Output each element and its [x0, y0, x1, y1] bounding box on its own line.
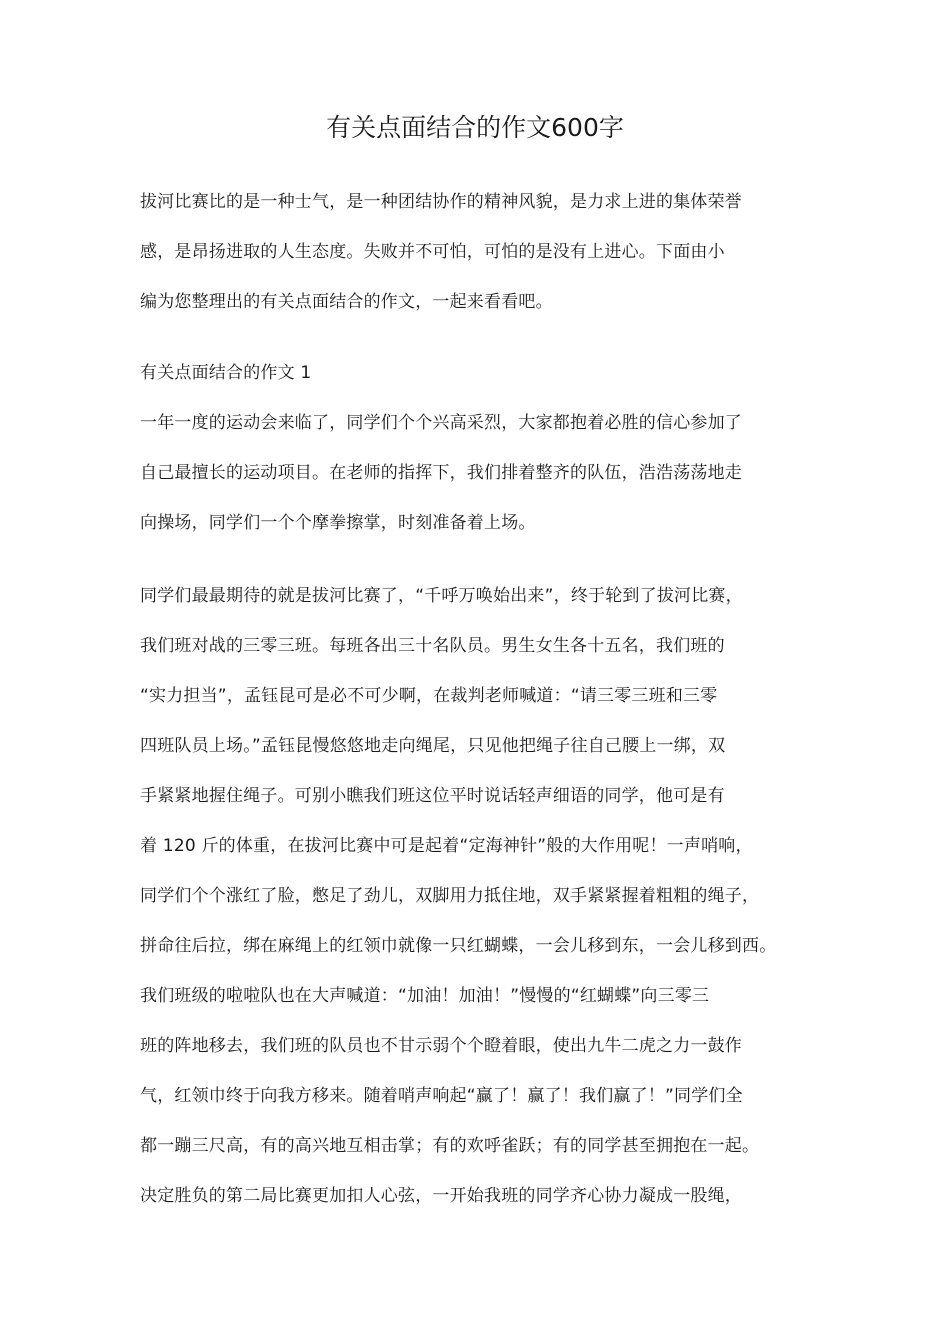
intro-paragraph: [140, 177, 820, 327]
text-line: 手紧紧地握住绳子。可别小瞧我们班这位平时说话轻声细语的同学，他可是有: [140, 786, 725, 806]
text-line: 都一蹦三尺高，有的高兴地互相击掌；有的欢呼雀跃；有的同学甚至拥抱在一起。: [140, 1136, 760, 1156]
text-line: “实力担当”，孟钰昆可是必不可少啊，在裁判老师喊道：“请三零三班和三零: [140, 686, 718, 706]
paragraph-gap: [140, 327, 820, 348]
text-line: 一年一度的运动会来临了，同学们个个兴高采烈，大家都抱着必胜的信心参加了: [140, 413, 742, 433]
text-line: 我们班对战的三零三班。每班各出三十名队员。男生女生各十五名，我们班的: [140, 636, 725, 656]
paragraph-1: [140, 398, 820, 548]
text-line: 四班队员上场。”孟钰昆慢悠悠地走向绳尾，只见他把绳子往自己腰上一绑，双: [140, 736, 726, 756]
text-line: 拼命往后拉，绑在麻绳上的红领巾就像一只红蝴蝶，一会儿移到东，一会儿移到西。: [140, 936, 777, 956]
text-line: 同学们最最期待的就是拔河比赛了，“千呼万唤始出来”，终于轮到了拔河比赛，: [140, 586, 743, 606]
paragraph-2: [140, 571, 820, 1221]
paragraph-gap: [140, 548, 820, 571]
text-line: 气，红领巾终于向我方移来。随着哨声响起“赢了！赢了！我们赢了！”同学们全: [140, 1086, 743, 1106]
text-line: 着 120 斤的体重，在拔河比赛中可是起着“定海神针”般的大作用呢！一声哨响，: [140, 836, 753, 856]
text-line: 班的阵地移去，我们班的队员也不甘示弱个个瞪着眼，使出九牛二虎之力一鼓作: [140, 1036, 742, 1056]
text-line: 向操场，同学们一个个摩拳擦掌，时刻准备着上场。: [140, 513, 536, 533]
article-body: [140, 177, 820, 1221]
text-line: 决定胜负的第二局比赛更加扣人心弦，一开始我班的同学齐心协力凝成一股绳，: [140, 1186, 742, 1206]
text-line: 拔河比赛比的是一种士气，是一种团结协作的精神风貌，是力求上进的集体荣誉: [140, 192, 742, 212]
text-line: 编为您整理出的有关点面结合的作文，一起来看看吧。: [140, 292, 553, 312]
section-heading: 有关点面结合的作文 1: [140, 363, 312, 383]
text-line: 自己最擅长的运动项目。在老师的指挥下，我们排着整齐的队伍，浩浩荡荡地走: [140, 463, 742, 483]
page-title: 有关点面结合的作文600字: [326, 113, 624, 142]
text-line: 同学们个个涨红了脸，憋足了劲儿，双脚用力抵住地，双手紧紧握着粗粗的绳子，: [140, 886, 760, 906]
text-line: 我们班级的啦啦队也在大声喊道：“加油！加油！”慢慢的“红蝴蝶”向三零三: [140, 986, 710, 1006]
text-line: 感，是昂扬进取的人生态度。失败并不可怕，可怕的是没有上进心。下面由小: [140, 242, 725, 262]
